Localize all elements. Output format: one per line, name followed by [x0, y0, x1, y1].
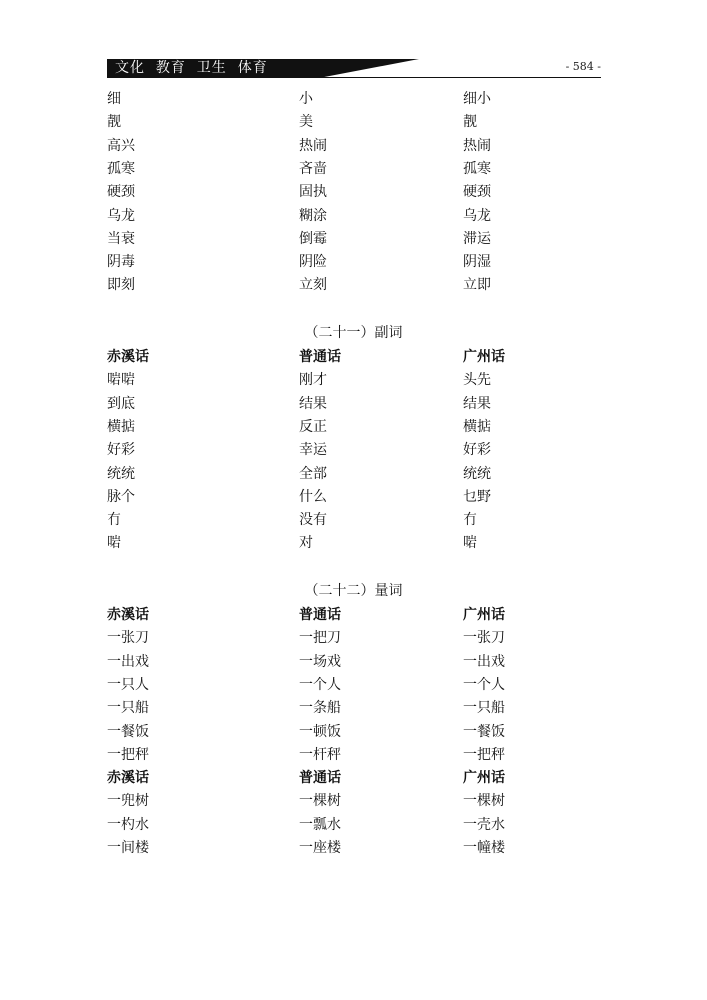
- table-cell: 一只船: [107, 700, 149, 717]
- table-cell: 反正: [299, 418, 327, 435]
- table-row: [0, 274, 707, 296]
- table-row: [0, 697, 707, 719]
- column-header: 广州话: [463, 349, 505, 365]
- table-cell: 阴毒: [107, 254, 135, 271]
- table-cell: 小: [299, 91, 313, 107]
- table-cell: 乜野: [463, 488, 491, 505]
- table-cell: 没有: [299, 512, 327, 529]
- table-cell: 一幢楼: [463, 840, 505, 856]
- table-row: [0, 439, 707, 461]
- table-cell: 一壳水: [463, 816, 505, 833]
- table-row: [0, 674, 707, 696]
- table-row: [0, 393, 707, 415]
- table-cell: 脉个: [107, 488, 135, 505]
- column-header: 赤溪话: [107, 607, 149, 623]
- table-row: [0, 158, 707, 180]
- table-cell: 一场戏: [299, 653, 341, 670]
- table-cell: 一只船: [463, 700, 505, 717]
- table-cell: 一出戏: [463, 653, 505, 670]
- column-header: 普通话: [299, 607, 341, 623]
- table-cell: 一棵树: [463, 793, 505, 810]
- table-row: [0, 228, 707, 250]
- table-row: [0, 111, 707, 133]
- table-row: [0, 205, 707, 227]
- table-cell: 乌龙: [107, 207, 135, 224]
- table-cell: 冇: [463, 512, 477, 529]
- table-header-row: [0, 767, 707, 789]
- table-cell: 糊涂: [299, 207, 327, 224]
- table-cell: 固执: [299, 184, 327, 201]
- table-cell: 一杆秤: [299, 746, 341, 763]
- table-row: [0, 651, 707, 673]
- column-header: 广州话: [463, 607, 505, 623]
- table-cell: 一出戏: [107, 653, 149, 670]
- table-cell: 一把秤: [463, 746, 505, 763]
- table-cell: 好彩: [107, 442, 135, 459]
- table-row: [0, 721, 707, 743]
- table-row: [0, 486, 707, 508]
- table-cell: 统统: [107, 465, 135, 482]
- table-cell: 美: [299, 114, 313, 131]
- table-cell: 细: [107, 91, 121, 107]
- table-cell: 吝啬: [299, 160, 327, 177]
- table-cell: 全部: [299, 465, 327, 482]
- table-cell: 硬颈: [463, 184, 491, 201]
- table-cell: 啱啱: [107, 372, 135, 389]
- table-cell: 冇: [107, 512, 121, 529]
- table-cell: 硬颈: [107, 184, 135, 201]
- table-cell: 一把秤: [107, 746, 149, 763]
- table-cell: 一座楼: [299, 840, 341, 856]
- table-cell: 立即: [463, 277, 491, 294]
- page-header: [107, 59, 601, 79]
- table-cell: 高兴: [107, 137, 135, 154]
- table-cell: 刚才: [299, 372, 327, 389]
- table-cell: 滞运: [463, 230, 491, 247]
- table-cell: 立刻: [299, 277, 327, 294]
- column-header: 赤溪话: [107, 770, 149, 787]
- table-cell: 一张刀: [107, 630, 149, 647]
- table-cell: 一顿饭: [299, 723, 341, 740]
- table-row: [0, 837, 707, 859]
- table-header-row: [0, 346, 707, 368]
- table-row: [0, 463, 707, 485]
- table-cell: 细小: [463, 91, 491, 107]
- table-cell: 到底: [107, 395, 135, 412]
- page-number: - 584 -: [565, 60, 601, 73]
- table-row: [0, 369, 707, 391]
- table-cell: 倒霉: [299, 230, 327, 247]
- column-header: 广州话: [463, 770, 505, 787]
- table-row: [0, 135, 707, 157]
- column-header: 普通话: [299, 349, 341, 365]
- table-cell: 头先: [463, 372, 491, 389]
- table-cell: 一把刀: [299, 630, 341, 647]
- table-row: [0, 814, 707, 836]
- table-row: [0, 532, 707, 554]
- table-cell: 一餐饭: [463, 723, 505, 740]
- table-cell: 靓: [463, 114, 477, 131]
- header-rule: [107, 77, 601, 78]
- table-row: [0, 509, 707, 531]
- table-cell: 一个人: [299, 676, 341, 693]
- table-cell: 好彩: [463, 442, 491, 459]
- table-cell: 孤寒: [463, 160, 491, 177]
- table-cell: 一棵树: [299, 793, 341, 810]
- table-cell: 即刻: [107, 277, 135, 294]
- table-cell: 靓: [107, 114, 121, 131]
- table-cell: 热闹: [299, 137, 327, 154]
- table-row: [0, 88, 707, 110]
- column-header: 普通话: [299, 770, 341, 787]
- section-tab-title: 文化 教育 卫生 体育: [107, 59, 319, 78]
- table-cell: 横掂: [463, 418, 491, 435]
- table-cell: 统统: [463, 465, 491, 482]
- section-tab-slant: [319, 59, 419, 78]
- table-cell: 一兜树: [107, 793, 149, 810]
- table-cell: 一张刀: [463, 630, 505, 647]
- table-cell: 孤寒: [107, 160, 135, 177]
- table-cell: 一餐饭: [107, 723, 149, 740]
- column-header: 赤溪话: [107, 349, 149, 365]
- table-cell: 一间楼: [107, 840, 149, 856]
- table-header-row: [0, 604, 707, 626]
- table-cell: 什么: [299, 488, 327, 505]
- table-cell: 啱: [463, 535, 477, 552]
- table-row: [0, 790, 707, 812]
- table-cell: 一条船: [299, 700, 341, 717]
- table-row: [0, 181, 707, 203]
- table-row: [0, 251, 707, 273]
- table-row: [0, 744, 707, 766]
- table-cell: 啱: [107, 535, 121, 552]
- section-title-adverbs: （二十一）副词: [304, 325, 403, 341]
- table-cell: 一只人: [107, 676, 149, 693]
- table-cell: 一个人: [463, 676, 505, 693]
- table-cell: 阴险: [299, 254, 327, 271]
- table-cell: 阴湿: [463, 254, 491, 271]
- table-cell: 结果: [299, 395, 327, 412]
- table-cell: 对: [299, 535, 313, 552]
- table-cell: 幸运: [299, 442, 327, 459]
- section-title-classifiers: （二十二）量词: [304, 583, 403, 599]
- table-cell: 乌龙: [463, 207, 491, 224]
- table-cell: 横掂: [107, 418, 135, 435]
- table-cell: 一瓢水: [299, 816, 341, 833]
- table-cell: 结果: [463, 395, 491, 412]
- table-cell: 热闹: [463, 137, 491, 154]
- table-row: [0, 416, 707, 438]
- table-row: [0, 627, 707, 649]
- table-cell: 当衰: [107, 230, 135, 247]
- table-cell: 一杓水: [107, 816, 149, 833]
